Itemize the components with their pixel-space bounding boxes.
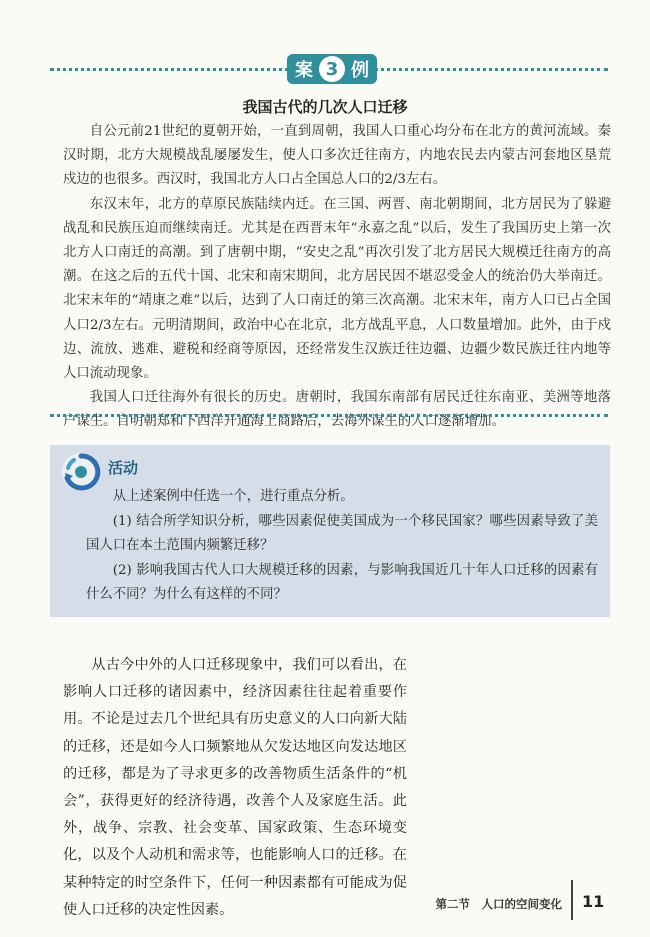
activity-body <box>86 485 598 608</box>
case-paragraph: 自公元前21世纪的夏朝开始，一直到周朝，我国人口重心均分布在北方的黄河流域。秦汉时期，北方大规模战乱屡屡发生，使人口多次迁往南方，内地农民去内蒙古河套地区垦荒戍边的也很多。西汉时，我国北方人口占全国总人口的2/3左右。 <box>63 124 611 188</box>
activity-box <box>50 445 610 617</box>
page-number: 11 <box>582 892 605 911</box>
case-paragraph: 我国人口迁往海外有很长的历史。唐朝时，我国东南部有居民迁往东南亚、美洲等地落户谋生。自明朝郑和下西洋开通海上商路后，去海外谋生的人口逐渐增加。 <box>63 390 611 430</box>
activity-intro: 从上述案例中任选一个，进行重点分析。 <box>112 489 354 504</box>
main-text <box>63 652 407 924</box>
case-label-left: 案 <box>295 60 313 81</box>
activity-question: (2) 影响我国古代人口大规模迁移的因素，与影响我国近几十年人口迁移的因素有什么不同？为什么有这样的不同？ <box>86 562 598 602</box>
activity-question: (1) 结合所学知识分析，哪些因素促使美国成为一个移民国家？哪些因素导致了美国人口在本土范围内频繁迁移？ <box>86 513 598 553</box>
case-label-right: 例 <box>351 60 369 81</box>
main-paragraph: 从古今中外的人口迁移现象中，我们可以看出，在影响人口迁移的诸因素中，经济因素往往起着重要作用。不论是过去几个世纪具有历史意义的人口向新大陆的迁移，还是如今人口频繁地从欠发达地区向发达地区的迁移，都是为了寻求更多的改善物质生活条件的“机会”，获得更好的经济待遇，改善个人及家庭生活。此外，战争、宗教、社会变革、国家政策、生态环境变化，以及个人动机和需求等，也能影响人口的迁移。在某种特定的时空条件下，任何一种因素都有可能成为促使人口迁移的决定性因素。 <box>63 657 407 918</box>
case-body <box>63 120 611 435</box>
case-paragraph: 东汉末年，北方的草原民族陆续内迁。在三国、两晋、南北朝期间，北方居民为了躲避战乱和民族压迫而继续南迁。尤其是在西晋末年“永嘉之乱”以后，发生了我国历史上第一次北方人口南迁的高潮。到了唐朝中期，“安史之乱”再次引发了北方居民大规模迁往南方的高潮。在这之后的五代十国、北宋和南宋期间，北方居民因不堪忍受金人的统治仍大举南迁。北宋末年的“靖康之难”以后，达到了人口南迁的第三次高潮。北宋末年，南方人口已占全国人口2/3左右。元明清期间，政治中心在北京，北方战乱平息，人口数量增加。此外，由于戍边、流放、逃难、避税和经商等原因，还经常发生汉族迁往边疆、边疆少数民族迁往内地等人口流动现象。 <box>63 196 611 382</box>
case-number: 3 <box>319 56 345 82</box>
footer-section-title: 第二节 人口的空间变化 <box>435 897 562 911</box>
case-title: 我国古代的几次人口迁移 <box>242 98 408 116</box>
footer-divider <box>571 880 573 920</box>
case-badge <box>287 54 377 84</box>
activity-label: 活动 <box>108 459 139 477</box>
case-bottom-divider <box>50 414 608 417</box>
